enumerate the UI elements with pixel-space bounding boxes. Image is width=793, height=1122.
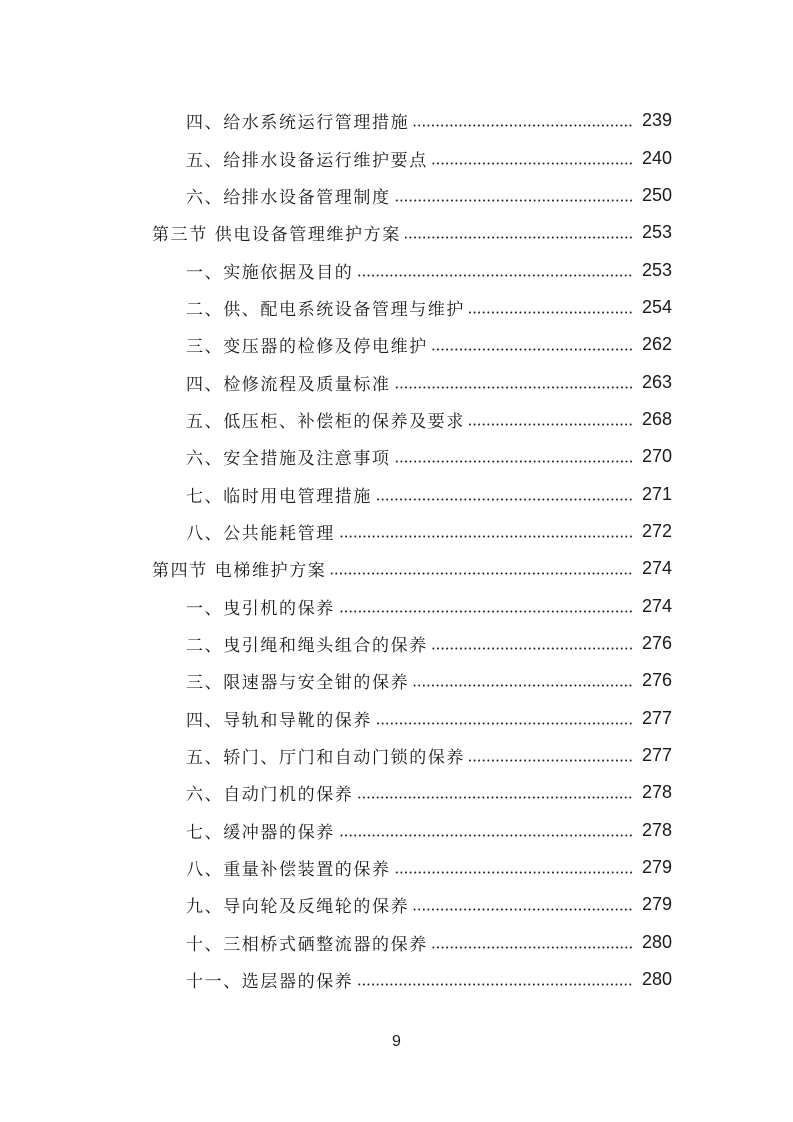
dot-leader xyxy=(395,386,633,389)
toc-entry[interactable] xyxy=(0,363,793,400)
toc-entry-page: 240 xyxy=(641,147,672,168)
toc-entry[interactable] xyxy=(0,737,793,774)
toc-entry-page: 253 xyxy=(641,222,672,243)
toc-entry-page: 271 xyxy=(641,483,672,504)
toc-entry-page: 279 xyxy=(641,857,672,878)
dot-leader xyxy=(395,460,633,463)
toc-entry-page: 280 xyxy=(641,931,672,952)
toc-entry-page: 270 xyxy=(641,446,672,467)
toc-entry-title: 六、给排水设备管理制度 xyxy=(186,187,391,208)
dot-leader xyxy=(432,162,633,165)
toc-entry-page: 262 xyxy=(641,334,672,355)
toc-entry-page: 278 xyxy=(641,782,672,803)
toc-entry-title: 三、变压器的检修及停电维护 xyxy=(186,337,428,358)
toc-entry-title: 四、给水系统运行管理措施 xyxy=(186,113,410,134)
toc-entry-page: 263 xyxy=(641,371,672,392)
toc-entry-title: 十、三相桥式硒整流器的保养 xyxy=(186,934,428,955)
toc-entry-page: 279 xyxy=(641,894,672,915)
toc-entry[interactable] xyxy=(0,513,793,550)
toc-entry-title: 七、缓冲器的保养 xyxy=(186,822,335,843)
toc-entry-page: 274 xyxy=(641,595,672,616)
dot-leader xyxy=(339,834,633,837)
dot-leader xyxy=(405,236,633,239)
dot-leader xyxy=(469,759,633,762)
toc-entry-page: 250 xyxy=(641,184,672,205)
toc-entry-page: 277 xyxy=(641,745,672,766)
toc-entry-title: 三、限速器与安全钳的保养 xyxy=(186,673,410,694)
toc-entry[interactable] xyxy=(0,924,793,961)
toc-entry-title: 九、导向轮及反绳轮的保养 xyxy=(186,897,410,918)
toc-entry-page: 253 xyxy=(641,259,672,280)
dot-leader xyxy=(432,348,633,351)
dot-leader xyxy=(357,983,633,986)
dot-leader xyxy=(432,647,633,650)
toc-entry-page: 278 xyxy=(641,819,672,840)
dot-leader xyxy=(339,535,633,538)
dot-leader xyxy=(357,274,633,277)
toc-entry[interactable] xyxy=(0,700,793,737)
toc-entry-title: 六、安全措施及注意事项 xyxy=(186,449,391,470)
toc-entry[interactable] xyxy=(0,326,793,363)
page-number: 9 xyxy=(392,1033,401,1050)
toc-entry[interactable] xyxy=(0,812,793,849)
table-of-contents xyxy=(0,102,793,998)
toc-entry-title: 第三节 供电设备管理维护方案 xyxy=(152,225,401,246)
toc-entry-title: 五、轿门、厅门和自动门锁的保养 xyxy=(186,748,465,769)
dot-leader xyxy=(469,423,633,426)
dot-leader xyxy=(413,124,633,127)
toc-entry-title: 一、实施依据及目的 xyxy=(186,262,354,283)
toc-entry[interactable] xyxy=(0,662,793,699)
toc-entry-title: 十一、选层器的保养 xyxy=(186,972,354,993)
toc-entry[interactable] xyxy=(0,251,793,288)
toc-section-entry[interactable] xyxy=(0,550,793,587)
toc-entry[interactable] xyxy=(0,177,793,214)
toc-entry[interactable] xyxy=(0,102,793,139)
toc-entry-page: 239 xyxy=(641,110,672,131)
toc-entry-page: 280 xyxy=(641,969,672,990)
dot-leader xyxy=(330,572,633,575)
toc-entry-title: 四、导轨和导靴的保养 xyxy=(186,710,372,731)
toc-entry-page: 272 xyxy=(641,520,672,541)
dot-leader xyxy=(469,311,633,314)
dot-leader xyxy=(395,871,633,874)
toc-entry[interactable] xyxy=(0,438,793,475)
toc-entry-title: 八、重量补偿装置的保养 xyxy=(186,860,391,881)
toc-entry-title: 五、低压柜、补偿柜的保养及要求 xyxy=(186,411,465,432)
toc-entry-title: 二、供、配电系统设备管理与维护 xyxy=(186,299,465,320)
dot-leader xyxy=(413,908,633,911)
toc-entry-title: 八、公共能耗管理 xyxy=(186,523,335,544)
toc-entry-page: 254 xyxy=(641,296,672,317)
toc-entry-page: 274 xyxy=(641,558,672,579)
toc-entry[interactable] xyxy=(0,289,793,326)
toc-entry[interactable] xyxy=(0,886,793,923)
toc-entry-page: 277 xyxy=(641,707,672,728)
toc-entry[interactable] xyxy=(0,774,793,811)
toc-entry[interactable] xyxy=(0,961,793,998)
toc-entry-title: 五、给排水设备运行维护要点 xyxy=(186,150,428,171)
dot-leader xyxy=(376,498,633,501)
toc-entry-title: 一、曳引机的保养 xyxy=(186,598,335,619)
toc-entry[interactable] xyxy=(0,625,793,662)
dot-leader xyxy=(339,610,633,613)
dot-leader xyxy=(376,722,633,725)
toc-entry-page: 276 xyxy=(641,632,672,653)
dot-leader xyxy=(432,946,633,949)
toc-entry[interactable] xyxy=(0,849,793,886)
toc-entry-title: 六、自动门机的保养 xyxy=(186,785,354,806)
toc-entry-page: 268 xyxy=(641,408,672,429)
toc-entry-title: 七、临时用电管理措施 xyxy=(186,486,372,507)
toc-entry-title: 四、检修流程及质量标准 xyxy=(186,374,391,395)
toc-entry-page: 276 xyxy=(641,670,672,691)
toc-entry[interactable] xyxy=(0,475,793,512)
toc-section-entry[interactable] xyxy=(0,214,793,251)
toc-entry[interactable] xyxy=(0,401,793,438)
dot-leader xyxy=(413,684,633,687)
toc-entry[interactable] xyxy=(0,139,793,176)
toc-entry-title: 第四节 电梯维护方案 xyxy=(152,561,327,582)
toc-entry[interactable] xyxy=(0,587,793,624)
dot-leader xyxy=(395,199,633,202)
dot-leader xyxy=(357,796,633,799)
toc-entry-title: 二、曳引绳和绳头组合的保养 xyxy=(186,635,428,656)
